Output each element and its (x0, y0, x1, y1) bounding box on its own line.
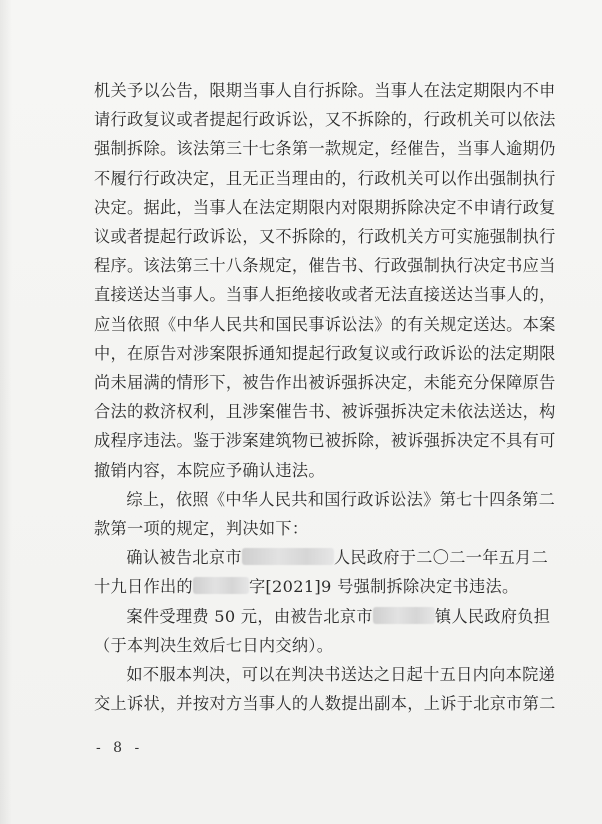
fee-line-1 (94, 602, 564, 631)
page-edge-shadow (0, 0, 12, 824)
redaction-mark (193, 577, 249, 594)
judgment-line-1 (94, 543, 564, 572)
reasoning-line: 合法的救济权利，且涉案催告书、被诉强拆决定未依法送达，构 (94, 402, 556, 422)
judgment-text: 确认被告北京市 (126, 548, 242, 568)
appeal-line-1: 如不服本判决，可以在判决书送达之日起十五日内向本院递 (126, 665, 556, 685)
reasoning-line: 直接送达当事人。当事人拒绝接收或者无法直接送达当事人的， (94, 285, 556, 305)
reasoning-line: 程序。该法第三十八条规定，催告书、行政强制执行决定书应当 (94, 256, 556, 276)
reasoning-line: 议或者提起行政诉讼，又不拆除的，行政机关方可实施强制执行 (94, 227, 556, 247)
reasoning-line: 不履行行政决定，且无正当理由的，行政机关可以作出强制执行 (94, 168, 556, 188)
reasoning-line: 强制拆除。该法第三十七条第一款规定，经催告，当事人逾期仍 (94, 139, 556, 159)
summary-line-2: 款第一项的规定，判决如下： (94, 519, 309, 539)
reasoning-line: 中，在原告对涉案限拆通知提起行政复议或行政诉讼的法定期限 (94, 343, 556, 363)
reasoning-line: 尚未届满的情形下，被告作出被诉强拆决定，未能充分保障原告 (94, 373, 556, 393)
fee-text: 案件受理费 50 元，由被告北京市 (126, 606, 373, 626)
page-number: - 8 - (96, 740, 144, 756)
reasoning-line: 应当依照《中华人民共和国民事诉讼法》的有关规定送达。本案 (94, 314, 556, 334)
judgment-text: 十九日作出的 (94, 577, 193, 597)
judgment-text: 字[2021]9 号强制拆除决定书违法。 (248, 577, 519, 597)
redaction-mark (373, 607, 435, 624)
redaction-mark (242, 548, 334, 565)
reasoning-line: 请行政复议或者提起行政诉讼，又不拆除的，行政机关可以依法 (94, 110, 556, 130)
judgment-line-2 (94, 572, 564, 601)
reasoning-line: 决定。据此，当事人在法定期限内对限期拆除决定不申请行政复 (94, 197, 556, 217)
fee-line-2: （于本判决生效后七日内交纳）。 (94, 635, 334, 655)
fee-text: 镇人民政府负担 (434, 606, 551, 626)
reasoning-line: 成程序违法。鉴于涉案建筑物已被拆除，被诉强拆决定不具有可 (94, 431, 556, 451)
appeal-line-2: 交上诉状，并按对方当事人的人数提出副本，上诉于北京市第二 (94, 694, 556, 714)
reasoning-line: 撤销内容，本院应予确认违法。 (94, 460, 325, 480)
document-body (94, 76, 564, 718)
reasoning-line: 机关予以公告，限期当事人自行拆除。当事人在法定期限内不申 (94, 81, 556, 100)
judgment-text: 人民政府于二〇二一年五月二 (333, 548, 549, 568)
summary-line-1: 综上，依照《中华人民共和国行政诉讼法》第七十四条第二 (126, 489, 556, 509)
